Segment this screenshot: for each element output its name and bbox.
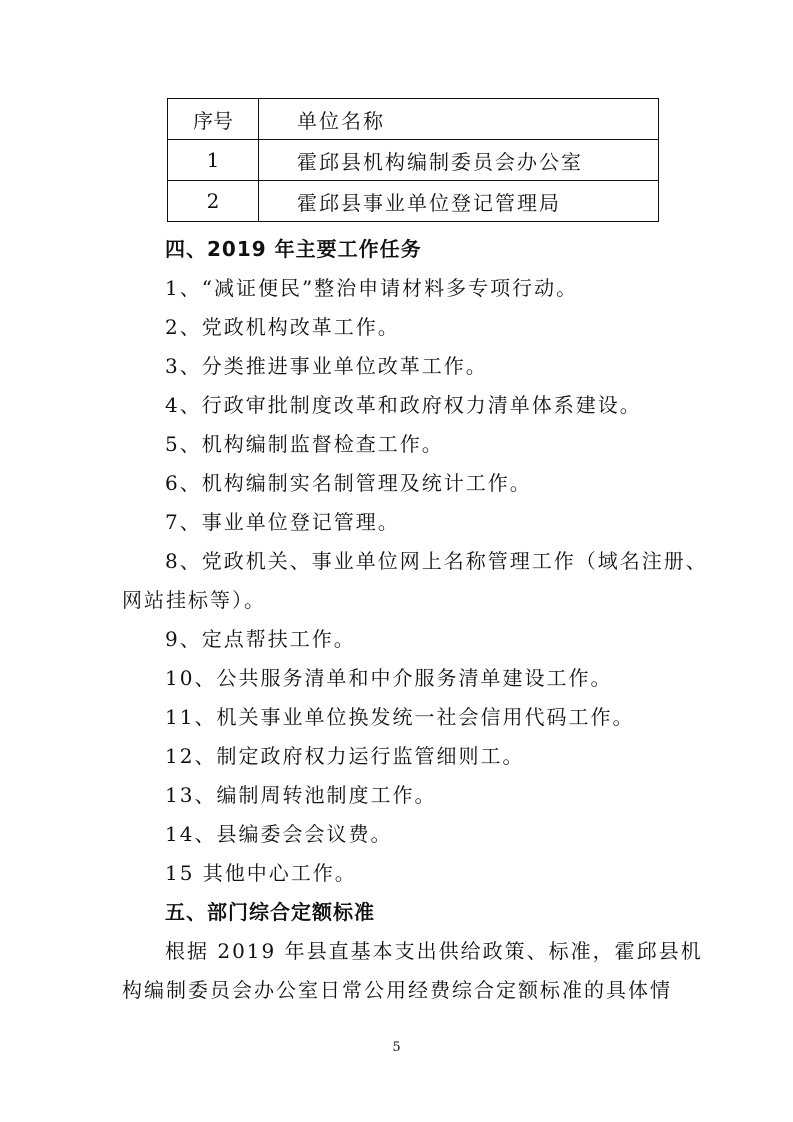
row-cell-no: 1 [168, 140, 259, 181]
paragraph-line: 构编制委员会办公室日常公用经费综合定额标准的具体情 [122, 978, 672, 1002]
section-4-heading: 四、2019 年主要工作任务 [165, 237, 422, 261]
task-item: 13、编制周转池制度工作。 [165, 783, 437, 807]
row-cell-name: 霍邱县事业单位登记管理局 [259, 181, 659, 222]
section-5-heading: 五、部门综合定额标准 [165, 900, 375, 924]
table-header-row [168, 99, 659, 140]
task-item: 2、党政机构改革工作。 [165, 315, 400, 339]
row-cell-name: 霍邱县机构编制委员会办公室 [259, 140, 659, 181]
task-item: 10、公共服务清单和中介服务清单建设工作。 [165, 666, 613, 690]
row-cell-no: 2 [168, 181, 259, 222]
task-item: 5、机构编制监督检查工作。 [165, 432, 444, 456]
unit-table [167, 98, 659, 222]
task-item-continuation: 网站挂标等）。 [122, 588, 266, 612]
task-item: 12、制定政府权力运行监管细则工。 [165, 744, 525, 768]
header-cell-no: 序号 [168, 99, 259, 140]
page-number: 5 [392, 1040, 401, 1055]
task-item: 1、“减证便民”整治申请材料多专项行动。 [165, 276, 579, 300]
task-item: 9、定点帮扶工作。 [165, 627, 356, 651]
table-row [168, 181, 659, 222]
task-item: 11、机关事业单位换发统一社会信用代码工作。 [165, 705, 635, 729]
paragraph-line: 根据 2019 年县直基本支出供给政策、标准，霍邱县机 [165, 939, 703, 963]
task-item: 4、行政审批制度改革和政府权力清单体系建设。 [165, 393, 642, 417]
task-item: 15 其他中心工作。 [165, 861, 357, 885]
header-cell-name: 单位名称 [259, 99, 659, 140]
table-row [168, 140, 659, 181]
task-item: 8、党政机关、事业单位网上名称管理工作（域名注册、 [165, 549, 708, 573]
task-item: 7、事业单位登记管理。 [165, 510, 400, 534]
task-item: 14、县编委会会议费。 [165, 822, 393, 846]
task-item: 3、分类推进事业单位改革工作。 [165, 354, 488, 378]
task-item: 6、机构编制实名制管理及统计工作。 [165, 471, 532, 495]
